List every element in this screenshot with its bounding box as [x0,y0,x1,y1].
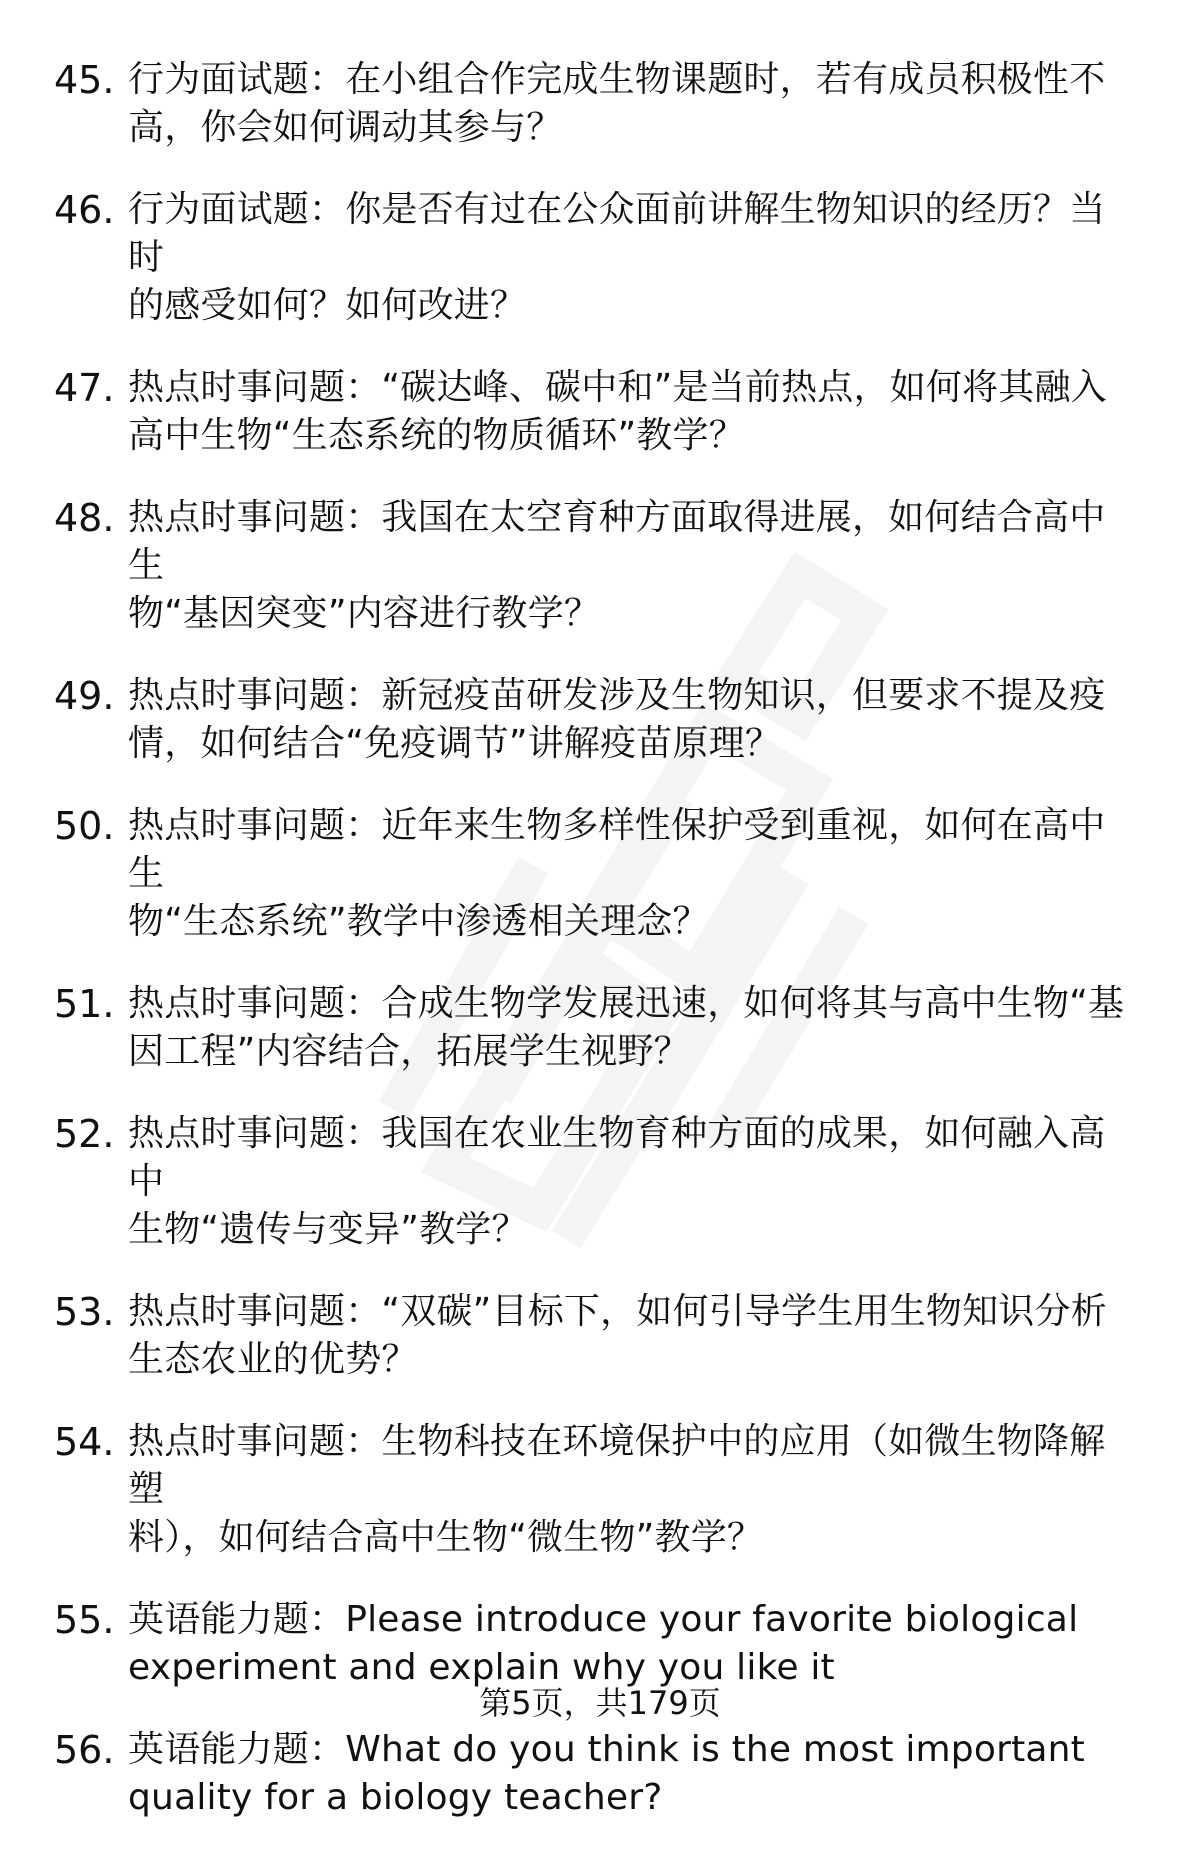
question-number: 46. [54,188,115,232]
page-footer: 第5页，共179页 [479,1684,721,1722]
question-line: 热点时事问题：我国在农业生物育种方面的成果，如何融入高中 [128,1113,1106,1202]
question-item-50 [54,802,1154,946]
question-line: 高中生物“生态系统的物质循环”教学？ [128,415,745,456]
question-number: 55. [54,1598,115,1642]
question-item-46 [54,186,1154,330]
question-line: 热点时事问题：生物科技在环境保护中的应用（如微生物降解塑 [128,1421,1106,1510]
question-text [128,364,1138,460]
question-text [128,980,1138,1076]
question-line: 热点时事问题：新冠疫苗研发涉及生物知识，但要求不提及疫 [128,675,1106,716]
question-text [128,802,1138,946]
question-text [128,494,1138,638]
question-line: 料），如何结合高中生物“微生物”教学？ [128,1517,764,1558]
question-number: 49. [54,674,115,718]
question-text [128,1288,1138,1384]
question-line: 高，你会如何调动其参与？ [128,107,563,148]
question-item-53 [54,1288,1154,1384]
question-line: 物“生态系统”教学中渗透相关理念？ [128,901,709,942]
question-text [128,672,1138,768]
question-line: experiment and explain why you like it [128,1647,835,1688]
question-text [128,1726,1138,1822]
question-line: 英语能力题：Please introduce your favorite biological [128,1599,1079,1640]
question-line: 行为面试题：你是否有过在公众面前讲解生物知识的经历？当时 [128,189,1106,278]
question-text [128,1596,1138,1692]
question-item-49 [54,672,1154,768]
question-item-54 [54,1418,1154,1562]
question-item-55 [54,1596,1154,1692]
question-number: 56. [54,1728,115,1772]
question-item-47 [54,364,1154,460]
question-text [128,1110,1138,1254]
question-item-56 [54,1726,1154,1822]
question-line: 热点时事问题：“双碳”目标下，如何引导学生用生物知识分析 [128,1291,1107,1332]
question-line: 行为面试题：在小组合作完成生物课题时，若有成员积极性不 [128,59,1106,100]
question-number: 52. [54,1112,115,1156]
question-number: 50. [54,804,115,848]
question-list [54,56,1154,1856]
question-item-45 [54,56,1154,152]
question-item-52 [54,1110,1154,1254]
question-text [128,56,1138,152]
question-number: 45. [54,58,115,102]
question-line: 英语能力题：What do you think is the most important [128,1729,1085,1770]
question-number: 53. [54,1290,115,1334]
question-number: 54. [54,1420,115,1464]
question-line: 热点时事问题：我国在太空育种方面取得进展，如何结合高中生 [128,497,1106,586]
question-line: 热点时事问题：“碳达峰、碳中和”是当前热点，如何将其融入 [128,367,1107,408]
question-item-51 [54,980,1154,1076]
question-line: 生态农业的优势？ [128,1339,418,1380]
question-number: 48. [54,496,115,540]
question-line: 物“基因突变”内容进行教学？ [128,593,601,634]
question-line: 热点时事问题：近年来生物多样性保护受到重视，如何在高中生 [128,805,1106,894]
question-line: 因工程”内容结合，拓展学生视野？ [128,1031,690,1072]
question-line: 生物“遗传与变异”教学？ [128,1209,528,1250]
question-text [128,1418,1138,1562]
question-item-48 [54,494,1154,638]
question-line: 情，如何结合“免疫调节”讲解疫苗原理？ [128,723,782,764]
question-line: quality for a biology teacher? [128,1777,663,1818]
question-number: 51. [54,982,115,1026]
question-line: 热点时事问题：合成生物学发展迅速，如何将其与高中生物“基 [128,983,1125,1024]
question-text [128,186,1138,330]
question-line: 的感受如何？如何改进？ [128,285,527,326]
question-number: 47. [54,366,115,410]
